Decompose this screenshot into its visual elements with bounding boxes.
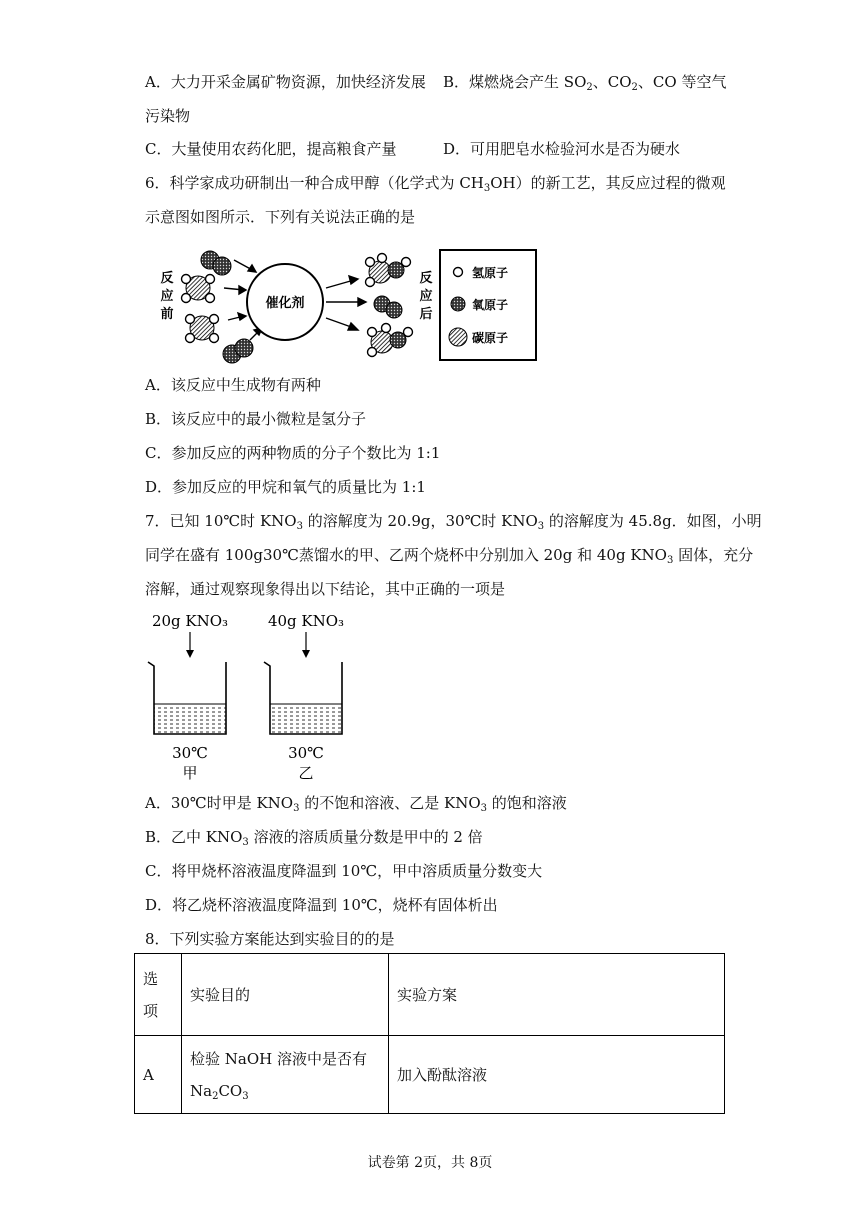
legend-hydrogen: 氢原子 <box>472 266 509 280</box>
after-label: 反应后 <box>419 271 433 322</box>
beaker-yi-name: 乙 <box>298 764 314 782</box>
header-option: 选 项 <box>135 954 182 1036</box>
q7-stem-line2: 同学在盛有 100g30℃蒸馏水的甲、乙两个烧杯中分别加入 20g 和 40g $KNO_3$ 固体，充分 <box>145 546 754 566</box>
q6-option-c: C．参加反应的两种物质的分子个数比为 1:1 <box>145 444 441 462</box>
q7-option-b: B．乙中 $KNO_3$ 溶液的溶质质量分数是甲中的 2 倍 <box>145 828 483 848</box>
table-header-row <box>135 954 725 1036</box>
header-plan: 实验方案 <box>389 954 725 1036</box>
q7-option-a: A．30℃时甲是 $KNO_3$ 的不饱和溶液、乙是 $KNO_3$ 的饱和溶液 <box>145 794 567 814</box>
q5-option-b: B．煤燃烧会产生 $SO_2$、$CO_2$、CO 等空气 <box>443 73 727 93</box>
before-label: 反应前 <box>160 271 174 322</box>
row-a-plan: 加入酚酞溶液 <box>389 1036 725 1114</box>
beakers-figure <box>140 610 370 790</box>
experiment-table <box>134 953 725 1114</box>
legend-oxygen: 氧原子 <box>472 298 509 312</box>
reaction-diagram <box>150 240 540 370</box>
row-a-goal: 检验 NaOH 溶液中是否有 $Na_2CO_3$ <box>182 1036 389 1114</box>
q6-stem-line1: 6．科学家成功研制出一种合成甲醇（化学式为 $CH_3OH$）的新工艺，其反应过程的微观 <box>145 174 726 194</box>
q7-option-c: C．将甲烧杯溶液温度降温到 10℃，甲中溶质质量分数变大 <box>145 862 543 880</box>
beaker-jia-add-label: 20g KNO₃ <box>151 612 229 630</box>
row-a-option: A <box>135 1036 182 1114</box>
q7-stem-line1: 7．已知 10℃时 $KNO_3$ 的溶解度为 20.9g，30℃时 $KNO_3$ 的溶解度为 45.8g．如图，小明 <box>145 512 762 532</box>
q5-option-c: C．大量使用农药化肥，提高粮食产量 <box>145 140 397 158</box>
beaker-yi-temp: 30℃ <box>288 744 324 762</box>
beaker-yi-add-label: 40g KNO₃ <box>267 612 345 630</box>
q7-stem-line3: 溶解，通过观察现象得出以下结论，其中正确的一项是 <box>145 580 506 598</box>
q6-option-b: B．该反应中的最小微粒是氢分子 <box>145 410 367 428</box>
q5-option-a: A．大力开采金属矿物资源，加快经济发展 <box>145 73 426 91</box>
page-footer: 试卷第 2页，共 8页 <box>367 1155 493 1171</box>
q5-option-d: D．可用肥皂水检验河水是否为硬水 <box>443 140 681 158</box>
q6-stem-line2: 示意图如图所示．下列有关说法正确的是 <box>145 208 416 226</box>
legend-carbon: 碳原子 <box>472 331 509 345</box>
q6-option-d: D．参加反应的甲烷和氧气的质量比为 1:1 <box>145 478 426 496</box>
q8-stem: 8．下列实验方案能达到实验目的的是 <box>145 930 395 948</box>
table-row <box>135 1036 725 1114</box>
beaker-jia-name: 甲 <box>182 764 198 782</box>
q7-option-d: D．将乙烧杯溶液温度降温到 10℃，烧杯有固体析出 <box>145 896 498 914</box>
header-goal: 实验目的 <box>182 954 389 1036</box>
beaker-jia-temp: 30℃ <box>172 744 208 762</box>
catalyst-label: 催化剂 <box>265 296 305 311</box>
q5-option-b-continued: 污染物 <box>145 107 191 125</box>
q6-option-a: A．该反应中生成物有两种 <box>145 376 321 394</box>
